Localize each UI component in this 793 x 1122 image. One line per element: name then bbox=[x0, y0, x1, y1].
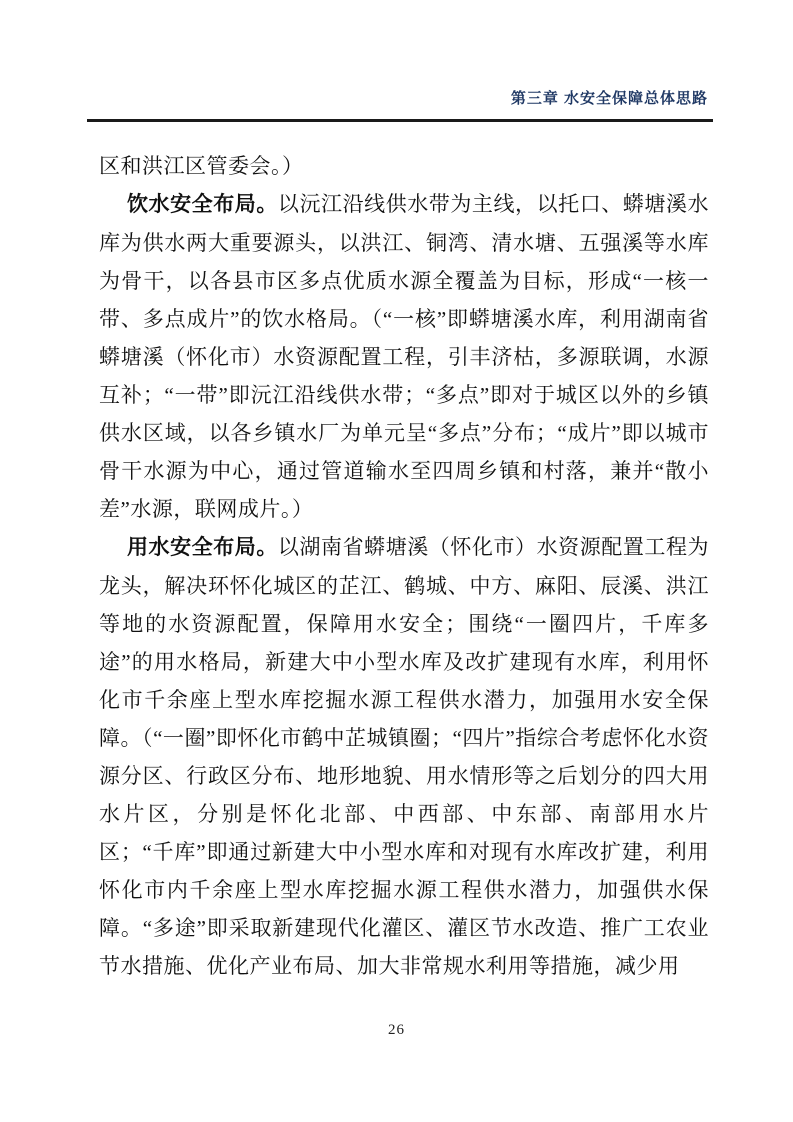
page-number: 26 bbox=[388, 1022, 405, 1038]
paragraph-continuation: 区和洪江区管委会。） bbox=[99, 154, 304, 178]
running-header-chapter-title: 第三章 水安全保障总体思路 bbox=[510, 90, 708, 107]
paragraph-lead-bold: 饮水安全布局。 bbox=[127, 193, 278, 216]
body-text-block bbox=[99, 147, 709, 985]
paragraph-drinking-water-layout bbox=[99, 185, 709, 528]
paragraph-body-text: 以沅江沿线供水带为主线，以托口、蟒塘溪水库为供水两大重要源头，以洪江、铜湾、清水塘、五强溪等水库为骨干，以各县市区多点优质水源全覆盖为目标，形成“一核一带、多点成片”的饮水格局。（“一核”即蟒塘溪水库，利用湖南省蟒塘溪（怀化市）水资源配置工程，引丰济枯，多源联调，水源互补；“一带”即沅江沿线供水带；“多点”即对于城区以外的乡镇供水区域，以各乡镇水厂为单元呈“多点”分布；“成片”即以城市骨干水源为中心，通过管道输水至四周乡镇和村落，兼并“散小差”水源，联网成片。） bbox=[99, 192, 710, 521]
paragraph-lead-bold: 用水安全布局。 bbox=[127, 536, 278, 559]
header-divider-rule bbox=[87, 119, 713, 122]
paragraph-body-text: 以湖南省蟒塘溪（怀化市）水资源配置工程为龙头，解决环怀化城区的芷江、鹤城、中方、麻阳、辰溪、洪江等地的水资源配置，保障用水安全；围绕“一圈四片，千库多途”的用水格局，新建大中小型水库及改扩建现有水库，利用怀化市千余座上型水库挖掘水源工程供水潜力，加强用水安全保障。（“一圈”即怀化市鹤中芷城镇圈；“四片”指综合考虑怀化水资源分区、行政区分布、地形地貌、用水情形等之后划分的四大用水片区，分别是怀化北部、中西部、中东部、南部用水片区；“千库”即通过新建大中小型水库和对现有水库改扩建，利用怀化市内千余座上型水库挖掘水源工程供水潜力，加强供水保障。“多途”即采取新建现代化灌区、灌区节水改造、推广工农业节水措施、优化产业布局、加大非常规水利用等措施，减少用 bbox=[99, 535, 710, 978]
paragraph-water-use-layout bbox=[99, 528, 709, 985]
